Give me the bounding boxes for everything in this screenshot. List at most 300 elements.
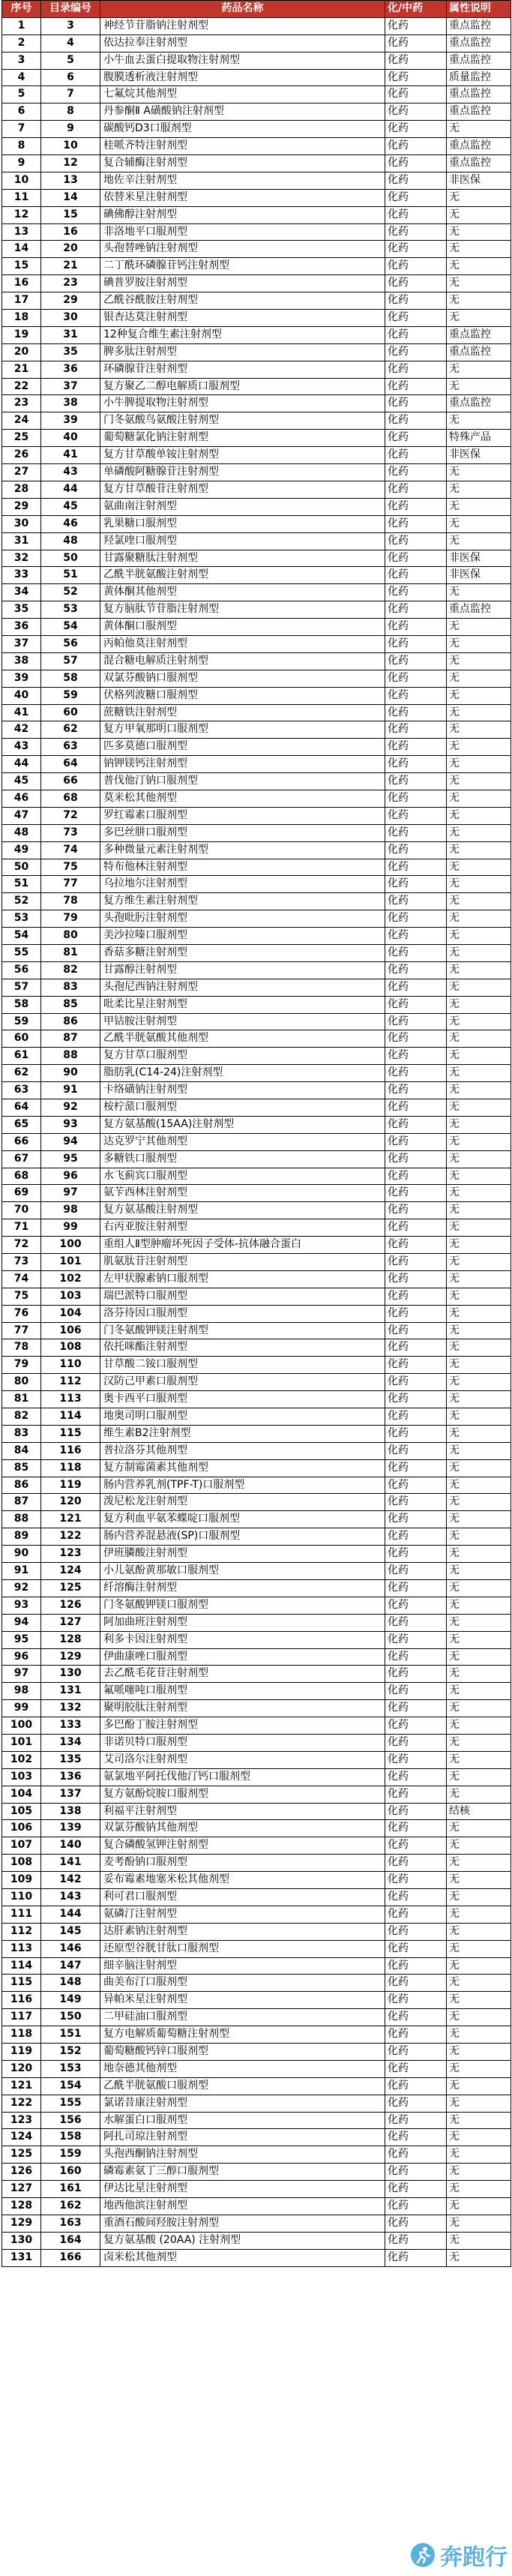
table-row <box>2 395 511 412</box>
table-row <box>2 1494 511 1511</box>
row-drug-name: 达克罗宁其他剂型 <box>100 1134 385 1151</box>
table-row <box>2 412 511 430</box>
row-seq: 130 <box>2 2233 41 2250</box>
table-row <box>2 2044 511 2061</box>
row-attribute: 重点监控 <box>447 103 511 121</box>
row-attribute: 无 <box>447 1649 511 1666</box>
row-catalog-no: 79 <box>41 910 100 928</box>
row-catalog-no: 130 <box>41 1666 100 1683</box>
row-seq: 28 <box>2 481 41 499</box>
row-attribute: 无 <box>447 310 511 327</box>
row-drug-type: 化药 <box>385 481 447 499</box>
row-drug-type: 化药 <box>385 567 447 584</box>
row-drug-name: 伊曲康唑口服剂型 <box>100 1649 385 1666</box>
table-row <box>2 1580 511 1597</box>
row-seq: 44 <box>2 756 41 773</box>
table-row <box>2 292 511 310</box>
row-drug-type: 化药 <box>385 1975 447 1992</box>
row-catalog-no: 73 <box>41 825 100 842</box>
row-drug-name: 蔗糖铁注射剂型 <box>100 705 385 722</box>
row-drug-type: 化药 <box>385 361 447 379</box>
row-drug-type: 化药 <box>385 2164 447 2181</box>
table-row <box>2 1769 511 1786</box>
row-seq: 120 <box>2 2061 41 2078</box>
row-drug-type: 化药 <box>385 739 447 756</box>
table-row <box>2 1837 511 1855</box>
row-seq: 46 <box>2 790 41 808</box>
row-drug-name: 甲钴胺注射剂型 <box>100 1014 385 1031</box>
row-attribute: 无 <box>447 928 511 945</box>
row-seq: 39 <box>2 670 41 688</box>
row-attribute: 无 <box>447 1477 511 1495</box>
row-drug-type: 化药 <box>385 2009 447 2026</box>
row-catalog-no: 137 <box>41 1786 100 1804</box>
table-row <box>2 1992 511 2009</box>
row-drug-name: 细辛脑注射剂型 <box>100 1958 385 1975</box>
row-seq: 115 <box>2 1975 41 1992</box>
row-drug-name: 复方维生素注射剂型 <box>100 893 385 910</box>
row-catalog-no: 119 <box>41 1477 100 1495</box>
row-drug-name: 麦考酚钠口服剂型 <box>100 1855 385 1872</box>
row-attribute: 无 <box>447 1014 511 1031</box>
row-drug-name: 伊达比星注射剂型 <box>100 2181 385 2198</box>
row-drug-type: 化药 <box>385 2233 447 2250</box>
row-seq: 13 <box>2 224 41 241</box>
row-catalog-no: 95 <box>41 1151 100 1168</box>
row-catalog-no: 92 <box>41 1099 100 1117</box>
table-row <box>2 773 511 790</box>
table-row <box>2 1511 511 1528</box>
table-row <box>2 1014 511 1031</box>
row-catalog-no: 146 <box>41 1941 100 1958</box>
table-row <box>2 1855 511 1872</box>
row-drug-type: 化药 <box>385 138 447 155</box>
row-catalog-no: 96 <box>41 1168 100 1186</box>
row-seq: 19 <box>2 327 41 344</box>
row-attribute: 无 <box>447 1065 511 1082</box>
row-seq: 31 <box>2 533 41 550</box>
row-drug-type: 化药 <box>385 2181 447 2198</box>
row-drug-type: 化药 <box>385 1872 447 1889</box>
table-row <box>2 52 511 70</box>
row-attribute: 无 <box>447 1323 511 1340</box>
row-catalog-no: 104 <box>41 1306 100 1323</box>
row-attribute: 无 <box>447 1185 511 1202</box>
row-drug-name: 复方聚乙二醇电解质口服剂型 <box>100 379 385 396</box>
row-catalog-no: 50 <box>41 550 100 568</box>
row-seq: 87 <box>2 1494 41 1511</box>
table-row <box>2 1408 511 1426</box>
row-seq: 8 <box>2 138 41 155</box>
row-catalog-no: 108 <box>41 1339 100 1357</box>
row-attribute: 无 <box>447 997 511 1014</box>
row-drug-type: 化药 <box>385 1306 447 1323</box>
row-drug-type: 化药 <box>385 1374 447 1391</box>
table-row <box>2 2146 511 2164</box>
row-drug-name: 复方氨基酸(15AA)注射剂型 <box>100 1117 385 1134</box>
row-drug-type: 化药 <box>385 2146 447 2164</box>
row-attribute: 无 <box>447 2044 511 2061</box>
row-catalog-no: 81 <box>41 945 100 962</box>
table-row <box>2 1443 511 1460</box>
table-row <box>2 481 511 499</box>
header-attribute: 属性说明 <box>447 1 511 18</box>
row-attribute: 非医保 <box>447 447 511 464</box>
row-attribute: 无 <box>447 1597 511 1615</box>
row-drug-name: 水飞蓟宾口服剂型 <box>100 1168 385 1186</box>
row-attribute: 无 <box>447 2233 511 2250</box>
row-drug-type: 化药 <box>385 550 447 568</box>
row-attribute: 重点监控 <box>447 138 511 155</box>
table-row <box>2 1786 511 1804</box>
row-catalog-no: 152 <box>41 2044 100 2061</box>
row-drug-name: 复方氨基酸注射剂型 <box>100 1202 385 1219</box>
row-attribute: 无 <box>447 499 511 516</box>
row-drug-name: 复方利血平氨苯蝶啶口服剂型 <box>100 1511 385 1528</box>
row-drug-type: 化药 <box>385 430 447 447</box>
row-seq: 11 <box>2 190 41 207</box>
row-attribute: 无 <box>447 2061 511 2078</box>
row-catalog-no: 63 <box>41 739 100 756</box>
row-seq: 9 <box>2 155 41 172</box>
row-drug-name: 达肝素钠注射剂型 <box>100 1924 385 1941</box>
row-seq: 122 <box>2 2095 41 2113</box>
row-drug-type: 化药 <box>385 825 447 842</box>
table-row <box>2 1735 511 1752</box>
row-catalog-no: 124 <box>41 1563 100 1580</box>
table-row <box>2 670 511 688</box>
row-catalog-no: 36 <box>41 361 100 379</box>
row-drug-type: 化药 <box>385 395 447 412</box>
row-seq: 1 <box>2 18 41 35</box>
row-attribute: 无 <box>447 1683 511 1700</box>
row-attribute: 无 <box>447 688 511 705</box>
row-drug-type: 化药 <box>385 842 447 859</box>
table-row <box>2 1134 511 1151</box>
row-attribute: 无 <box>447 2129 511 2146</box>
row-drug-name: 利福平注射剂型 <box>100 1804 385 1821</box>
row-seq: 80 <box>2 1374 41 1391</box>
row-drug-type: 化药 <box>385 1563 447 1580</box>
table-row <box>2 705 511 722</box>
row-catalog-no: 115 <box>41 1426 100 1443</box>
row-drug-type: 化药 <box>385 653 447 670</box>
row-attribute: 重点监控 <box>447 86 511 103</box>
row-attribute: 无 <box>447 1254 511 1271</box>
row-seq: 26 <box>2 447 41 464</box>
row-seq: 68 <box>2 1168 41 1186</box>
row-seq: 47 <box>2 808 41 825</box>
row-catalog-no: 43 <box>41 464 100 481</box>
row-catalog-no: 101 <box>41 1254 100 1271</box>
row-catalog-no: 10 <box>41 138 100 155</box>
row-attribute: 无 <box>447 859 511 877</box>
row-attribute: 无 <box>447 1168 511 1186</box>
row-catalog-no: 78 <box>41 893 100 910</box>
table-row <box>2 653 511 670</box>
row-seq: 118 <box>2 2026 41 2044</box>
row-seq: 77 <box>2 1323 41 1340</box>
table-row <box>2 997 511 1014</box>
row-seq: 54 <box>2 928 41 945</box>
row-attribute: 无 <box>447 910 511 928</box>
row-attribute: 无 <box>447 1357 511 1374</box>
row-drug-type: 化药 <box>385 2078 447 2095</box>
table-row <box>2 1528 511 1546</box>
table-row <box>2 739 511 756</box>
row-seq: 20 <box>2 344 41 361</box>
row-catalog-no: 147 <box>41 1958 100 1975</box>
table-row <box>2 464 511 481</box>
row-drug-name: 磷霉素氨丁三醇口服剂型 <box>100 2164 385 2181</box>
row-drug-name: 钠钾镁钙注射剂型 <box>100 756 385 773</box>
row-seq: 78 <box>2 1339 41 1357</box>
row-drug-type: 化药 <box>385 1099 447 1117</box>
row-catalog-no: 31 <box>41 327 100 344</box>
row-attribute: 无 <box>447 1494 511 1511</box>
row-seq: 40 <box>2 688 41 705</box>
row-attribute: 无 <box>447 1460 511 1477</box>
row-drug-name: 复方电解质葡萄糖注射剂型 <box>100 2026 385 2044</box>
row-catalog-no: 5 <box>41 52 100 70</box>
row-catalog-no: 54 <box>41 619 100 636</box>
row-catalog-no: 135 <box>41 1752 100 1769</box>
row-catalog-no: 127 <box>41 1615 100 1632</box>
row-catalog-no: 154 <box>41 2078 100 2095</box>
table-row <box>2 584 511 601</box>
row-drug-type: 化药 <box>385 70 447 87</box>
row-seq: 65 <box>2 1117 41 1134</box>
row-drug-name: 氟哌噻吨口服剂型 <box>100 1683 385 1700</box>
row-seq: 50 <box>2 859 41 877</box>
row-catalog-no: 45 <box>41 499 100 516</box>
row-catalog-no: 30 <box>41 310 100 327</box>
row-attribute: 结核 <box>447 1804 511 1821</box>
table-row <box>2 172 511 190</box>
row-drug-name: 氨曲南注射剂型 <box>100 499 385 516</box>
header-seq: 序号 <box>2 1 41 18</box>
row-drug-type: 化药 <box>385 1769 447 1786</box>
table-row <box>2 1271 511 1288</box>
table-row <box>2 1872 511 1889</box>
table-row <box>2 1683 511 1700</box>
row-drug-name: 汉防己甲素口服剂型 <box>100 1374 385 1391</box>
row-catalog-no: 156 <box>41 2113 100 2130</box>
row-attribute: 无 <box>447 1408 511 1426</box>
row-attribute: 无 <box>447 962 511 979</box>
row-catalog-no: 80 <box>41 928 100 945</box>
row-attribute: 无 <box>447 1151 511 1168</box>
row-attribute: 重点监控 <box>447 327 511 344</box>
row-drug-type: 化药 <box>385 1941 447 1958</box>
row-catalog-no: 53 <box>41 601 100 619</box>
table-row <box>2 1426 511 1443</box>
row-catalog-no: 144 <box>41 1906 100 1924</box>
row-attribute: 无 <box>447 773 511 790</box>
table-row <box>2 2250 511 2267</box>
row-drug-name: 美沙拉嗪口服剂型 <box>100 928 385 945</box>
row-attribute: 无 <box>447 2095 511 2113</box>
row-drug-name: 脾多肽注射剂型 <box>100 344 385 361</box>
row-catalog-no: 98 <box>41 1202 100 1219</box>
table-row <box>2 1597 511 1615</box>
row-drug-type: 化药 <box>385 1048 447 1065</box>
row-drug-name: 黄体酮其他剂型 <box>100 584 385 601</box>
row-drug-name: 多糖铁口服剂型 <box>100 1151 385 1168</box>
row-drug-type: 化药 <box>385 1477 447 1495</box>
row-catalog-no: 82 <box>41 962 100 979</box>
row-drug-name: 复方氨酚烷胺口服剂型 <box>100 1786 385 1804</box>
row-drug-type: 化药 <box>385 1219 447 1237</box>
row-drug-name: 脂肪乳(C14-24)注射剂型 <box>100 1065 385 1082</box>
table-row <box>2 241 511 258</box>
table-row <box>2 1820 511 1837</box>
row-drug-name: 双氯芬酸钠其他剂型 <box>100 1820 385 1837</box>
table-row <box>2 1339 511 1357</box>
row-drug-type: 化药 <box>385 910 447 928</box>
row-attribute: 无 <box>447 2164 511 2181</box>
row-drug-type: 化药 <box>385 1992 447 2009</box>
row-catalog-no: 77 <box>41 876 100 893</box>
row-drug-name: 奥卡西平口服剂型 <box>100 1391 385 1408</box>
table-row <box>2 636 511 653</box>
row-drug-type: 化药 <box>385 1254 447 1271</box>
row-seq: 22 <box>2 379 41 396</box>
table-row <box>2 808 511 825</box>
row-seq: 111 <box>2 1906 41 1924</box>
row-attribute: 重点监控 <box>447 18 511 35</box>
row-attribute: 无 <box>447 2250 511 2267</box>
row-drug-type: 化药 <box>385 1134 447 1151</box>
row-attribute: 无 <box>447 1717 511 1735</box>
table-row <box>2 344 511 361</box>
row-drug-name: 非诺贝特口服剂型 <box>100 1735 385 1752</box>
row-catalog-no: 44 <box>41 481 100 499</box>
table-header-row <box>2 1 511 18</box>
row-seq: 121 <box>2 2078 41 2095</box>
row-seq: 21 <box>2 361 41 379</box>
row-drug-type: 化药 <box>385 1700 447 1717</box>
row-drug-type: 化药 <box>385 2113 447 2130</box>
row-drug-type: 化药 <box>385 688 447 705</box>
row-catalog-no: 64 <box>41 756 100 773</box>
row-seq: 58 <box>2 997 41 1014</box>
watermark-text: 奔跑行 <box>440 2545 508 2571</box>
row-attribute: 重点监控 <box>447 52 511 70</box>
row-attribute: 无 <box>447 1099 511 1117</box>
row-drug-name: 腹膜透析液注射剂型 <box>100 70 385 87</box>
row-attribute: 无 <box>447 1563 511 1580</box>
row-drug-type: 化药 <box>385 2215 447 2233</box>
row-drug-type: 化药 <box>385 2198 447 2215</box>
row-seq: 57 <box>2 979 41 997</box>
row-drug-type: 化药 <box>385 1391 447 1408</box>
row-catalog-no: 56 <box>41 636 100 653</box>
row-drug-type: 化药 <box>385 876 447 893</box>
table-row <box>2 876 511 893</box>
row-seq: 30 <box>2 516 41 533</box>
row-seq: 73 <box>2 1254 41 1271</box>
row-attribute: 无 <box>447 670 511 688</box>
row-attribute: 无 <box>447 258 511 275</box>
row-catalog-no: 131 <box>41 1683 100 1700</box>
row-drug-type: 化药 <box>385 1151 447 1168</box>
row-seq: 69 <box>2 1185 41 1202</box>
row-attribute: 无 <box>447 979 511 997</box>
row-seq: 62 <box>2 1065 41 1082</box>
row-catalog-no: 21 <box>41 258 100 275</box>
row-seq: 37 <box>2 636 41 653</box>
row-drug-type: 化药 <box>385 1683 447 1700</box>
table-row <box>2 979 511 997</box>
row-catalog-no: 14 <box>41 190 100 207</box>
row-catalog-no: 138 <box>41 1804 100 1821</box>
row-drug-name: 地奈德其他剂型 <box>100 2061 385 2078</box>
row-drug-type: 化药 <box>385 670 447 688</box>
row-catalog-no: 12 <box>41 155 100 172</box>
row-catalog-no: 41 <box>41 447 100 464</box>
row-drug-name: 香菇多糖注射剂型 <box>100 945 385 962</box>
row-drug-name: 小儿氨酚黄那敏口服剂型 <box>100 1563 385 1580</box>
row-drug-type: 化药 <box>385 1837 447 1855</box>
table-row <box>2 1924 511 1941</box>
row-catalog-no: 139 <box>41 1820 100 1837</box>
row-attribute: 无 <box>447 1117 511 1134</box>
row-attribute: 无 <box>447 1048 511 1065</box>
row-seq: 67 <box>2 1151 41 1168</box>
table-row <box>2 258 511 275</box>
row-catalog-no: 164 <box>41 2233 100 2250</box>
row-catalog-no: 129 <box>41 1649 100 1666</box>
row-seq: 119 <box>2 2044 41 2061</box>
row-seq: 32 <box>2 550 41 568</box>
row-catalog-no: 57 <box>41 653 100 670</box>
row-seq: 70 <box>2 1202 41 1219</box>
row-attribute: 无 <box>447 224 511 241</box>
row-drug-name: 复合辅酶注射剂型 <box>100 155 385 172</box>
row-drug-name: 单磷酸阿糖腺苷注射剂型 <box>100 464 385 481</box>
row-seq: 12 <box>2 207 41 224</box>
row-catalog-no: 128 <box>41 1632 100 1649</box>
row-attribute: 无 <box>447 1735 511 1752</box>
table-row <box>2 361 511 379</box>
row-catalog-no: 62 <box>41 721 100 739</box>
row-drug-type: 化药 <box>385 756 447 773</box>
row-catalog-no: 141 <box>41 1855 100 1872</box>
row-catalog-no: 59 <box>41 688 100 705</box>
row-attribute: 无 <box>447 464 511 481</box>
row-drug-name: 门冬氨酸钾镁口服剂型 <box>100 1597 385 1615</box>
table-row <box>2 2181 511 2198</box>
row-drug-type: 化药 <box>385 2061 447 2078</box>
table-row <box>2 910 511 928</box>
row-drug-name: 多巴丝肼口服剂型 <box>100 825 385 842</box>
row-drug-type: 化药 <box>385 962 447 979</box>
row-drug-name: 复方脑肽节苷脂注射剂型 <box>100 601 385 619</box>
row-drug-name: 吡柔比星注射剂型 <box>100 997 385 1014</box>
table-row <box>2 1717 511 1735</box>
row-drug-name: 黄体酮口服剂型 <box>100 619 385 636</box>
row-seq: 23 <box>2 395 41 412</box>
row-seq: 36 <box>2 619 41 636</box>
row-catalog-no: 23 <box>41 275 100 292</box>
row-attribute: 无 <box>447 1030 511 1048</box>
table-row <box>2 859 511 877</box>
table-row <box>2 2009 511 2026</box>
row-attribute: 无 <box>447 1339 511 1357</box>
row-drug-name: 甘露醇注射剂型 <box>100 962 385 979</box>
row-attribute: 无 <box>447 1820 511 1837</box>
